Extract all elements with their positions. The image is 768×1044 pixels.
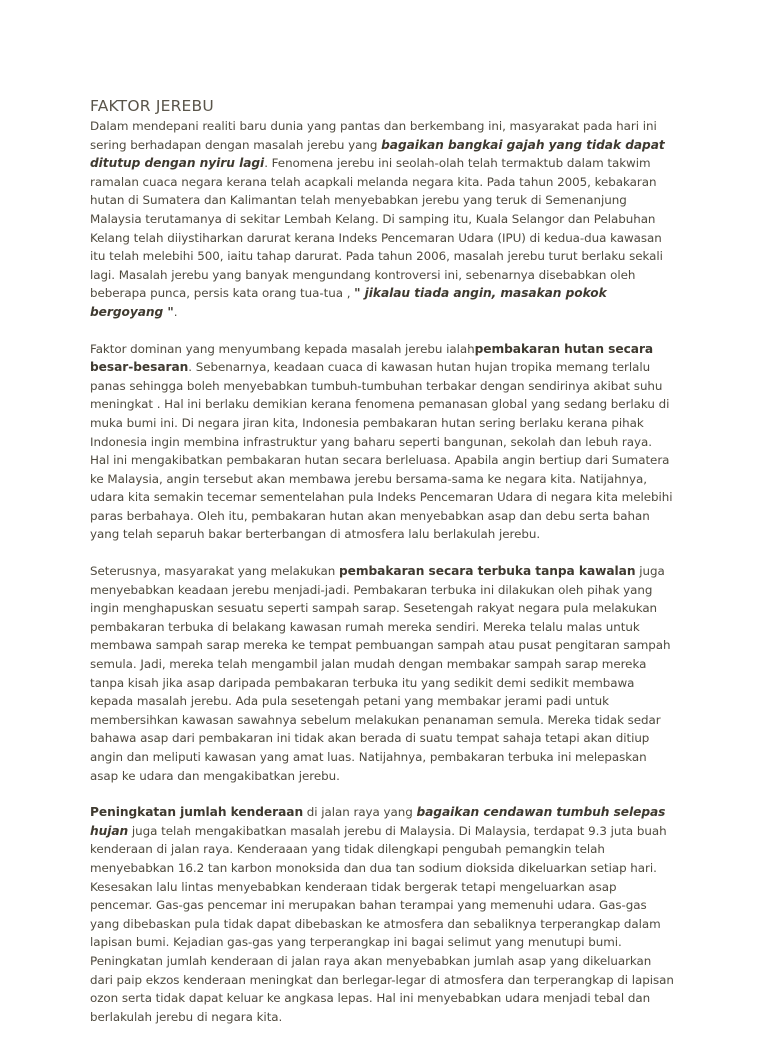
paragraph-open-burning: [90, 562, 675, 785]
emphasis-phrase: " jikalau tiada angin, masakan pokok bergoyang ": [90, 286, 607, 319]
text-run: juga telah mengakibatkan masalah jerebu di Malaysia. Di Malaysia, terdapat 9.3 juta buah kenderaan di jalan raya. Kenderaaan yang tidak dilengkapi pengubah pemangkin telah menyebabkan 16.2 tan karbon monoksida dan dua tan sodium dioksida dikeluarkan setiap hari. Kesesakan lalu lintas menyebabkan kenderaan tidak bergerak tetapi mengeluarkan asap pencemar. Gas-gas pencemar ini merupakan bahan terampai yang memenuhi udara. Gas-gas yang dibebaskan pula tidak dapat dibebaskan ke atmosfera dan sebaliknya terperangkap dalam lapisan bumi. Kejadian gas-gas yang terperangkap ini bagai selimut yang menutupi bumi. Peningkatan jumlah kenderaan di jalan raya akan menyebabkan jumlah asap yang dikeluarkan dari paip ekzos kenderaan meningkat dan berlegar-legar di atmosfera dan terperangkap di lapisan ozon serta tidak dapat keluar ke angkasa lepas. Hal ini menyebabkan udara menjadi tebal dan berlakulah jerebu di negara kita.: [90, 823, 674, 1024]
text-run: juga menyebabkan keadaan jerebu menjadi-jadi. Pembakaran terbuka ini dilakukan oleh pihak yang ingin menghapuskan sesuatu seperti sampah sarap. Sesetengah rakyat negara pula melakukan pembakaran terbuka di belakang kawasan rumah mereka sendiri. Mereka telalu malas untuk membawa sampah sarap mereka ke tempat pembuangan sampah atau pusat pengitaran sampah semula. Jadi, mereka telah mengambil jalan mudah dengan membakar sampah sarap mereka tanpa kisah jika asap daripada pembakaran terbuka itu yang sedikit demi sedikit membawa kepada masalah jerebu. Ada pula sesetengah petani yang membakar jerami padi untuk membersihkan kawasan sawahnya sebelum melakukan penanaman semula. Mereka tidak sedar bahawa asap dari pembakaran ini tidak akan berada di suatu tempat sahaja tetapi akan ditiup angin dan meliputi kawasan yang amat luas. Natijahnya, pembakaran terbuka ini melepaskan asap ke udara dan mengakibatkan jerebu.: [90, 564, 671, 783]
text-run: di jalan raya yang: [303, 805, 417, 820]
paragraph-vehicles: [90, 803, 675, 1026]
emphasis-phrase: bagaikan bangkai gajah yang tidak dapat ditutup dengan nyiru lagi: [90, 137, 665, 171]
key-phrase: pembakaran hutan secara besar-besaran: [90, 341, 654, 375]
document-title: FAKTOR JEREBU: [90, 97, 214, 115]
key-phrase: pembakaran secara terbuka tanpa kawalan: [338, 564, 636, 579]
text-run: . Sebenarnya, keadaan cuaca di kawasan hutan hujan tropika memang terlalu panas sehingga boleh menyebabkan tumbuh-tumbuhan terbakar dengan sendirinya akibat suhu meningkat . Hal ini berlaku demikian kerana fenomena pemanasan global yang sedang berlaku di muka bumi ini. Di negara jiran kita, Indonesia pembakaran hutan sering berlaku kerana pihak Indonesia ingin membina infrastruktur yang baharu seperti bangunan, sekolah dan lebuh raya. Hal ini mengakibatkan pembakaran hutan secara berleluasa. Apabila angin bertiup dari Sumatera ke Malaysia, angin tersebut akan membawa jerebu bersama-sama ke negara kita. Natijahnya, udara kita semakin tecemar sementelahan pula Indeks Pencemaran Udara di negara kita melebihi paras berbahaya. Oleh itu, pembakaran hutan akan menyebabkan asap dan debu serta bahan yang telah separuh bakar berterbangan di atmosfera lalu berlakulah jerebu.: [90, 360, 673, 542]
paragraph-forest-burning: [90, 340, 675, 545]
document-page: [90, 96, 675, 1044]
text-run: Faktor dominan yang menyumbang kepada masalah jerebu ialah: [90, 341, 475, 356]
text-run: Dalam mendepani realiti baru dunia yang pantas dan berkembang ini, masyarakat pada hari ini sering berhadapan dengan masalah jerebu yang: [90, 119, 657, 152]
text-run: .: [173, 304, 178, 319]
emphasis-phrase: bagaikan cendawan tumbuh selepas hujan: [90, 805, 666, 838]
key-phrase: Peningkatan jumlah kenderaan: [90, 805, 304, 820]
paragraph-intro: [90, 117, 675, 322]
text-run: Seterusnya, masyarakat yang melakukan: [90, 564, 339, 579]
text-run: . Fenomena jerebu ini seolah-olah telah termaktub dalam takwim ramalan cuaca negara kerana telah acapkali melanda negara kita. Pada tahun 2005, kebakaran hutan di Sumatera dan Kalimantan telah menyebabkan jerebu yang teruk di Semenanjung Malaysia terutamanya di sekitar Lembah Kelang. Di samping itu, Kuala Selangor dan Pelabuhan Kelang telah diiystiharkan darurat kerana Indeks Pencemaran Udara (IPU) di kedua-dua kawasan itu telah melebihi 500, iaitu tahap darurat. Pada tahun 2006, masalah jerebu turut berlaku sekali lagi. Masalah jerebu yang banyak mengundang kontroversi ini, sebenarnya disebabkan oleh beberapa punca, persis kata orang tua-tua ,: [90, 156, 663, 301]
